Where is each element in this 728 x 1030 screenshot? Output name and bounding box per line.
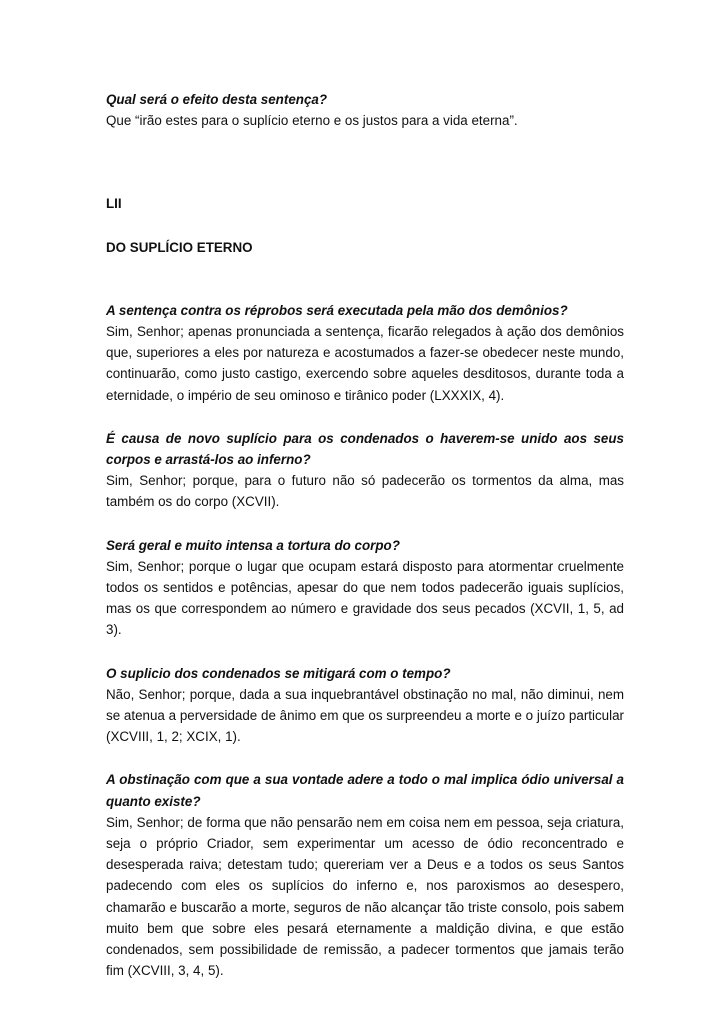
chapter-number: LII [106, 196, 122, 212]
qa-answer: Sim, Senhor; de forma que não pensarão nem em coisa nem em pessoa, seja criatura, seja o próprio Criador, sem experimentar um acesso de ódio reconcentrado e desesperada raiva; detestam tudo; quereriam ver a Deus e a todos os seus Santos padecendo com eles os suplícios do inferno e, nos paroxismos ao desespero, chamarão e buscarão a morte, seguros de não alcançar tão triste consolo, pois sabem muito bem que sobre eles pesará eternamente a maldição divina, e que estão condenados, sem possibilidade de remissão, a padecer tormentos que jamais terão fim (XCVIII, 3, 4, 5). [106, 814, 624, 979]
qa-block-1 [106, 300, 624, 406]
qa-question: Será geral e muito intensa a tortura do corpo? [106, 537, 400, 553]
qa-answer: Sim, Senhor; apenas pronunciada a sentença, ficarão relegados à ação dos demônios que, superiores a eles por natureza e acostumados a fazer-se obedecer neste mundo, continuarão, como justo castigo, exercendo sobre aqueles desditosos, durante toda a eternidade, o império de seu ominoso e tirânico poder (LXXXIX, 4). [106, 324, 624, 403]
qa-answer: Sim, Senhor; porque, para o futuro não só padecerão os tormentos da alma, mas também os do corpo (XCVII). [106, 473, 624, 510]
intro-question: Qual será o efeito desta sentença? [106, 92, 328, 107]
qa-block-2 [106, 428, 624, 513]
qa-question: A sentença contra os réprobos será executada pela mão dos demônios? [106, 302, 568, 318]
intro-block [106, 89, 624, 131]
chapter-title: DO SUPLÍCIO ETERNO [106, 239, 253, 255]
qa-block-5 [106, 769, 624, 981]
intro-answer: Que “irão estes para o suplício eterno e os justos para a vida eterna”. [106, 113, 518, 129]
qa-block-4 [106, 663, 624, 748]
qa-block-3 [106, 535, 624, 641]
document-page [106, 89, 624, 1004]
qa-question: A obstinação com que a sua vontade adere a todo o mal implica ódio universal a quanto existe? [106, 772, 624, 809]
qa-question: O suplicio dos condenados se mitigará com o tempo? [106, 665, 451, 681]
qa-question: É causa de novo suplício para os condenados o haverem-se unido aos seus corpos e arrastá-los ao inferno? [106, 430, 624, 468]
qa-answer: Não, Senhor; porque, dada a sua inquebrantável obstinação no mal, não diminui, nem se atenua a perversidade de ânimo em que os surpreendeu a morte e o juízo particular (XCVIII, 1, 2; XCIX, 1). [106, 686, 624, 745]
qa-answer: Sim, Senhor; porque o lugar que ocupam estará disposto para atormentar cruelmente todos os sentidos e potências, apesar do que nem todos padecerão iguais suplícios, mas os que correspondem ao número e gravidade dos seus pecados (XCVII, 1, 5, ad 3). [106, 558, 624, 638]
